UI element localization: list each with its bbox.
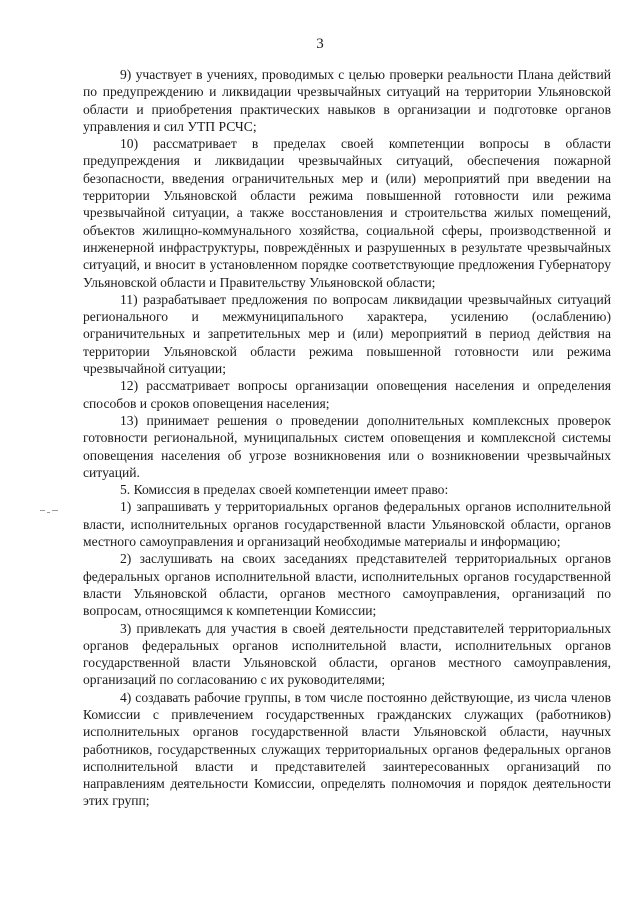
right-item-3: 3) привлекать для участия в своей деятельности представителей территориальных органов федеральных органов исполнительной власти, исполнительных органов государственной власти Ульяновской области, органов местного самоуправления, организаций по согласованию с их руководителями; bbox=[83, 620, 611, 688]
paragraph-item-12: 12) рассматривает вопросы организации оповещения населения и определения способов и сроков оповещения населения; bbox=[83, 378, 611, 411]
paragraph-item-11: 11) разрабатывает предложения по вопросам ликвидации чрезвычайных ситуаций регионального и межмуниципального характера, усилению (ослаблению) ограничительных и запретительных мер и (или) мероприятий в период действия на территории Ульяновской области режима повышенной готовности или режима чрезвычайной ситуации; bbox=[83, 291, 611, 377]
section-5-heading: 5. Комиссия в пределах своей компетенции имеет право: bbox=[120, 482, 449, 498]
paragraph-item-9: 9) участвует в учениях, проводимых с целью проверки реальности Плана действий по предупреждению и ликвидации чрезвычайных ситуаций на территории Ульяновской области и приобретения практических навыков в организации и подготовке органов управления и сил УТП РСЧС; bbox=[83, 67, 611, 134]
paragraph-item-10: 10) рассматривает в пределах своей компетенции вопросы в области предупреждения и ликвидации чрезвычайных ситуаций, обеспечения пожарной безопасности, введения ограничительных мер и (или) мероприятий при введении на территории Ульяновской области режима повышенной готовности или режима чрезвычайной ситуации, а также восстановления и строительства жилых помещений, объектов жилищно-коммунального хозяйства, социальной сферы, производственной и инженерной инфраструктуры, повреждённых и разрушенных в результате чрезвычайных ситуаций, и вносит в установленном порядке соответствующие предложения Губернатору Ульяновской области и Правительству Ульяновской области; bbox=[83, 136, 611, 290]
right-item-1: 1) запрашивать у территориальных органов федеральных органов исполнительной власти, исполнительных органов государственной власти Ульяновской области, органов местного самоуправления и организаций необходимые материалы и информацию; bbox=[83, 499, 611, 550]
document-body bbox=[83, 66, 611, 810]
paragraph-item-13: 13) принимает решения о проведении дополнительных комплексных проверок готовности региональной, муниципальных систем оповещения и комплексной системы оповещения населения об угрозе возникновения или о возникновении чрезвычайных ситуаций. bbox=[83, 412, 611, 480]
page-number: 3 bbox=[316, 36, 324, 52]
right-item-2: 2) заслушивать на своих заседаниях представителей территориальных органов федеральных органов исполнительной власти, исполнительных органов государственной власти Ульяновской области, органов местного самоуправления, организаций по вопросам, относящимся к компетенции Комиссии; bbox=[83, 551, 611, 619]
right-item-4: 4) создавать рабочие группы, в том числе постоянно действующие, из числа членов Комиссии с привлечением государственных гражданских служащих (работников) исполнительных органов государственной власти Ульяновской области, научных работников, государственных служащих территориальных органов федеральных органов исполнительной власти и представителей заинтересованных организаций по направлениям деятельности Комиссии, определять полномочия и порядок деятельности этих групп; bbox=[83, 689, 611, 809]
scan-artifact bbox=[40, 510, 62, 514]
